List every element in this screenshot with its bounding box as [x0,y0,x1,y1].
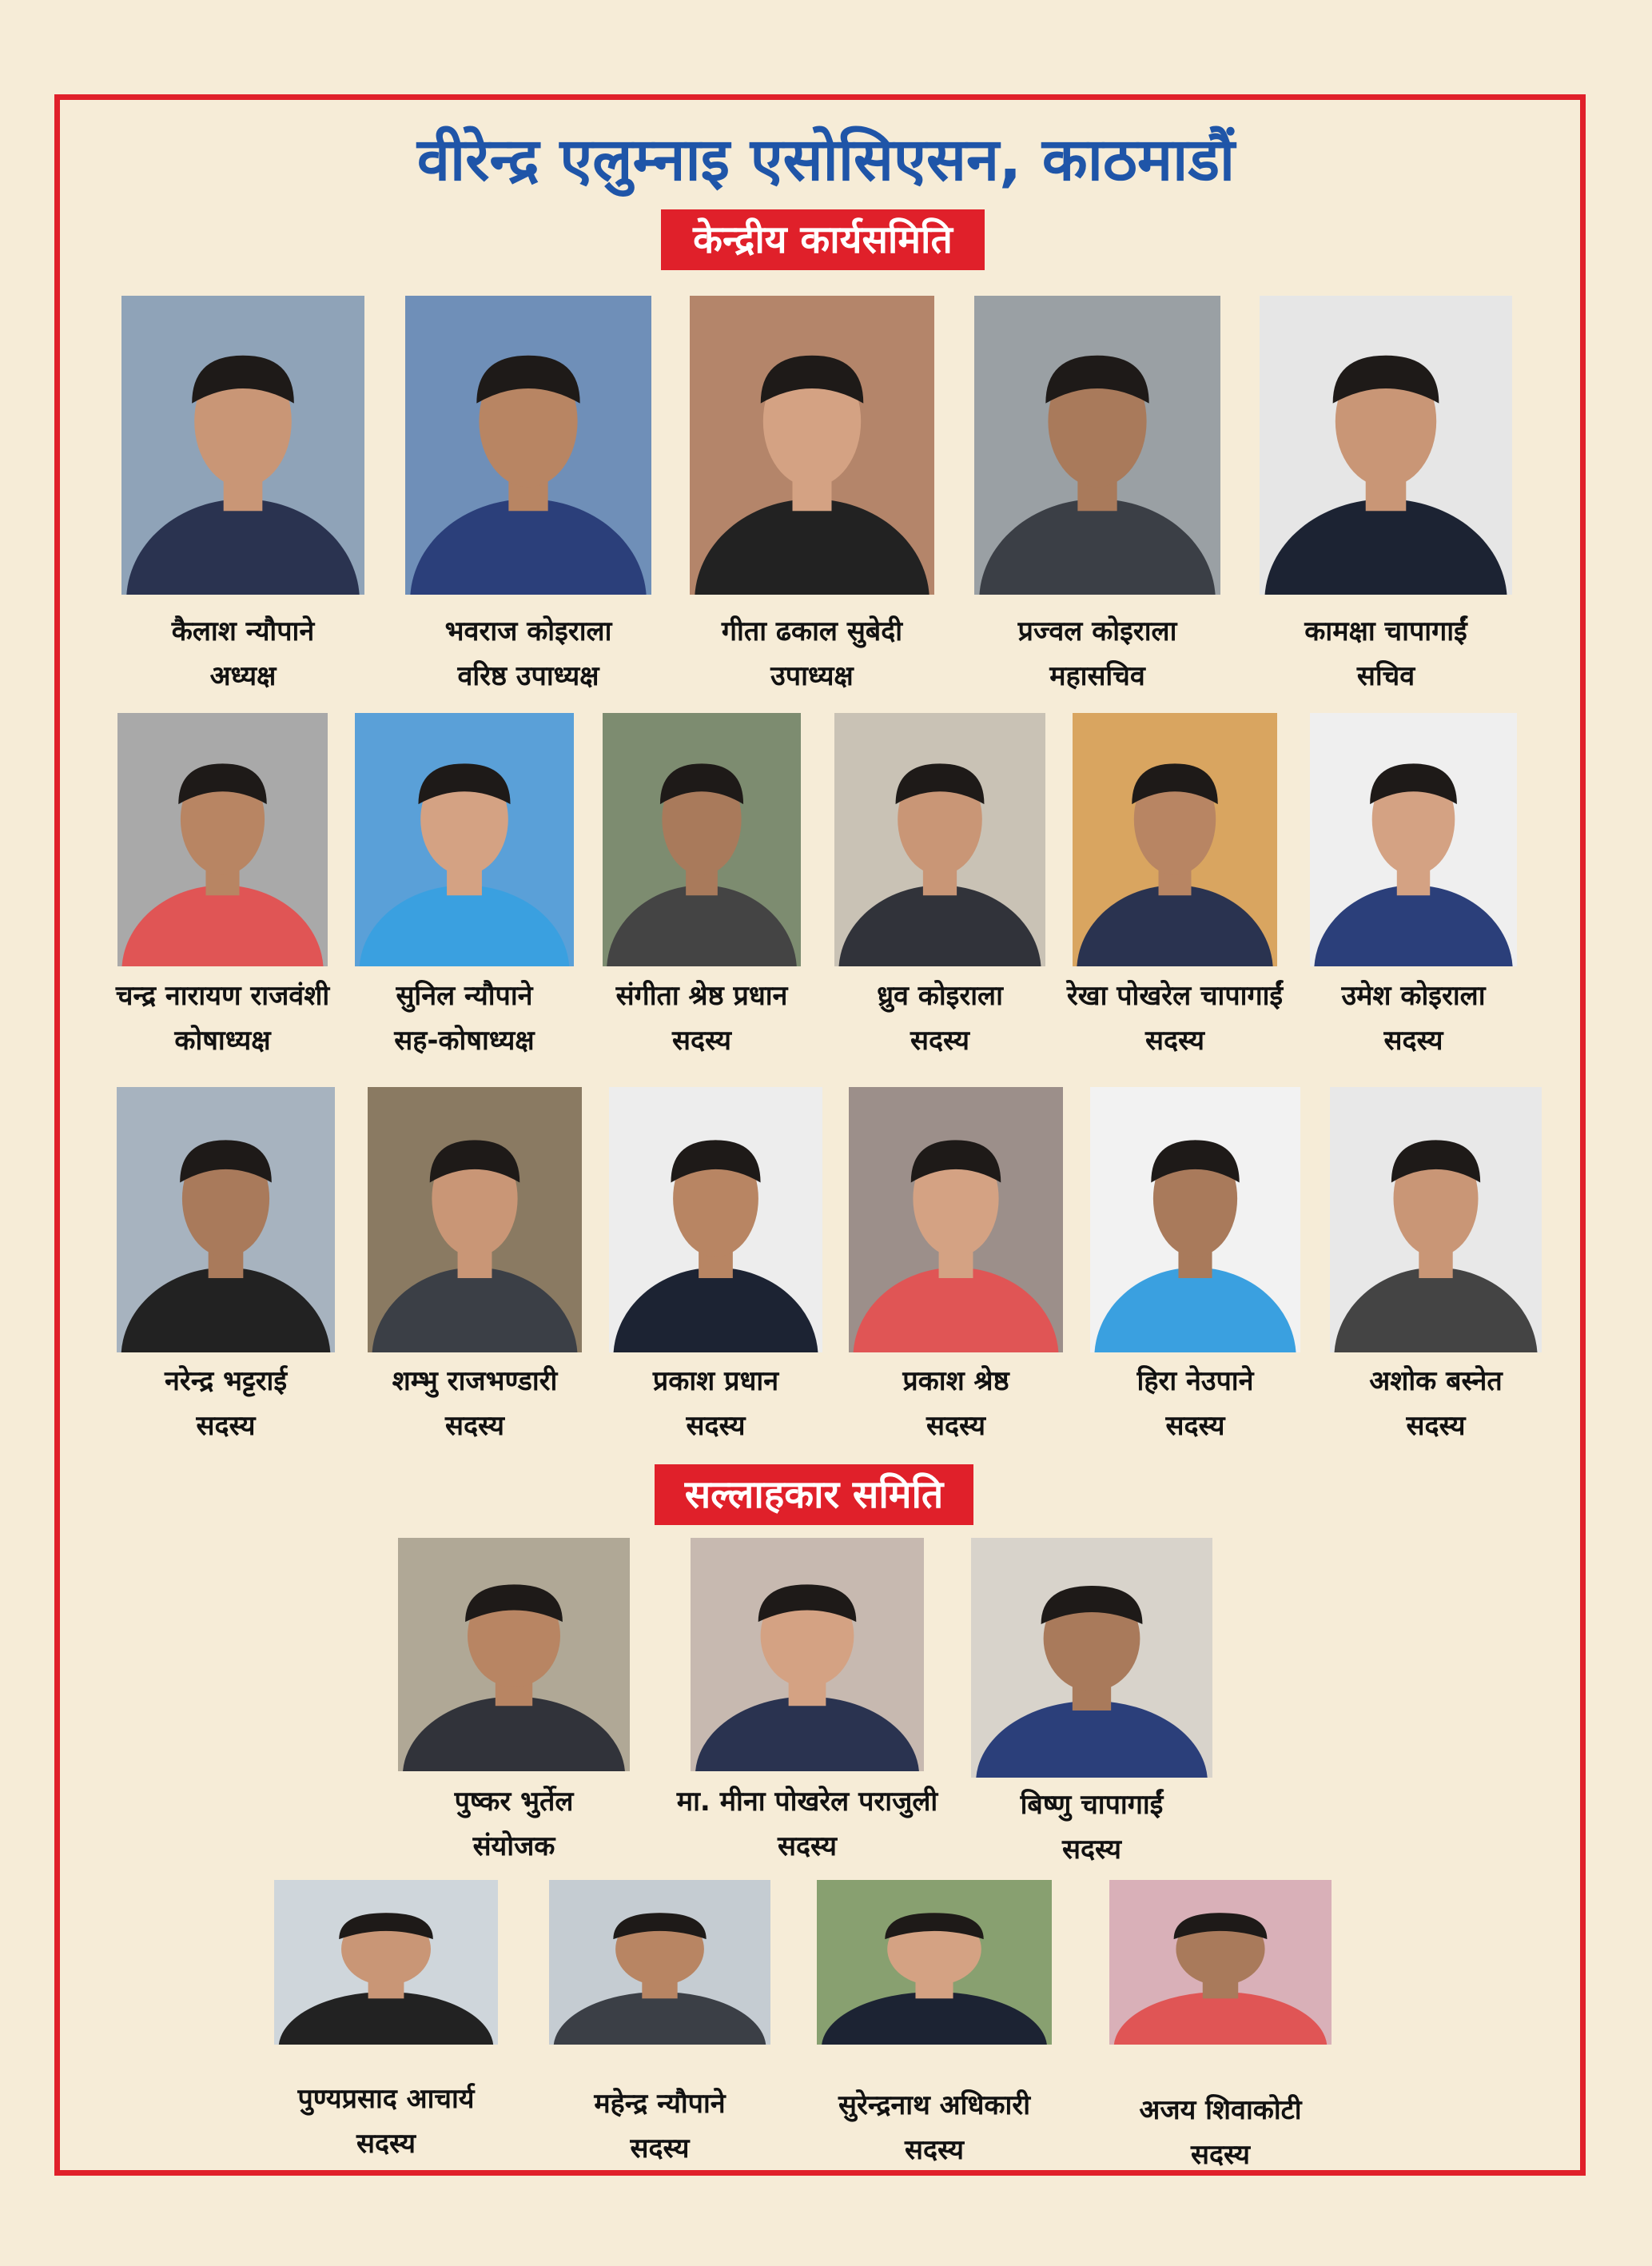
member-name: नरेन्द्र भट्टराई [164,1365,288,1397]
member-role: सदस्य [1145,1025,1204,1057]
member-name: बिष्णु चापागाईं [1020,1789,1164,1821]
member-name: प्रकाश प्रधान [652,1365,779,1397]
member-name: रेखा पोखरेल चापागाईं [1066,980,1284,1012]
member-photo [817,1880,1052,2045]
advisory_committee-member-3 [971,1538,1212,1872]
member-name: अजय शिवाकोटी [1139,2094,1302,2126]
member-photo [690,296,934,595]
member-name: पुष्कर भुर्तेल [454,1786,574,1818]
advisory_committee-member-5 [549,1880,770,2171]
advisory-committee-banner: सल्लाहकार समिति [655,1464,973,1525]
member-name: प्रज्वल कोइराला [1017,615,1177,647]
central_committee-member-5 [1260,296,1512,699]
member-role: सदस्य [1062,1834,1121,1866]
member-photo [368,1087,582,1352]
member-name: सुरेन्द्रनाथ अधिकारी [838,2089,1030,2121]
member-role: सदस्य [1191,2139,1250,2171]
central_committee-member-17 [1330,1087,1542,1448]
central_committee-member-6 [117,713,328,1063]
member-name: उमेश कोइराला [1341,980,1486,1012]
member-role: सदस्य [778,1830,837,1862]
member-role: संयोजक [472,1830,555,1862]
member-photo [834,713,1045,966]
central_committee-member-9 [834,713,1045,1063]
central_committee-member-4 [974,296,1220,699]
central_committee-member-12 [117,1087,335,1448]
member-photo [355,713,574,966]
central_committee-member-15 [849,1087,1063,1448]
member-role: वरिष्ठ उपाध्यक्ष [457,660,599,692]
member-role: सदस्य [196,1410,256,1442]
member-photo [971,1538,1212,1778]
member-photo [121,296,364,595]
member-role: सदस्य [445,1410,504,1442]
member-photo [405,296,651,595]
member-role: उपाध्यक्ष [770,660,854,692]
member-photo [849,1087,1063,1352]
central_committee-member-16 [1090,1087,1300,1448]
member-name: भवराज कोइराला [444,615,612,647]
member-role: सदस्य [905,2134,964,2166]
member-name: महेन्द्र न्यौपाने [594,2088,726,2120]
member-name: अशोक बस्नेत [1369,1365,1503,1397]
member-role: सदस्य [1165,1410,1225,1442]
member-photo [603,713,801,966]
member-name: कैलाश न्यौपाने [171,615,315,647]
member-name: मा. मीना पोखरेल पराजुली [676,1786,938,1818]
member-role: सदस्य [910,1025,969,1057]
advisory_committee-member-1 [398,1538,630,1869]
member-photo [691,1538,924,1771]
member-photo [1330,1087,1542,1352]
member-role: महासचिव [1049,660,1145,692]
member-name: हिरा नेउपाने [1136,1365,1254,1397]
member-photo [974,296,1220,595]
central_committee-member-3 [690,296,934,699]
central_committee-member-7 [355,713,574,1063]
central_committee-member-11 [1310,713,1517,1063]
member-photo [1073,713,1277,966]
member-name: ध्रुव कोइराला [877,980,1003,1012]
member-name: शम्भु राजभण्डारी [392,1365,558,1397]
member-photo [274,1880,498,2045]
member-photo [1260,296,1512,595]
advisory_committee-member-7 [1109,1880,1332,2177]
member-role: सदस्य [630,2133,690,2164]
advisory_committee-member-6 [817,1880,1052,2172]
member-photo [609,1087,822,1352]
central_committee-member-14 [609,1087,822,1448]
member-role: कोषाध्यक्ष [174,1025,271,1057]
member-photo [1109,1880,1332,2045]
member-photo [549,1880,770,2045]
central_committee-member-8 [603,713,801,1063]
member-role: सदस्य [686,1410,746,1442]
central_committee-member-13 [368,1087,582,1448]
page-title: वीरेन्द्र एलुम्नाइ एसोसिएसन, काठमाडौं [416,125,1236,194]
member-role: सदस्य [926,1410,985,1442]
member-role: सदस्य [672,1025,731,1057]
member-name: संगीता श्रेष्ठ प्रधान [615,980,788,1012]
member-photo [1090,1087,1300,1352]
member-name: पुण्यप्रसाद आचार्य [297,2083,475,2115]
member-photo [398,1538,630,1771]
central-committee-banner: केन्द्रीय कार्यसमिति [661,209,985,270]
member-role: अध्यक्ष [209,660,277,692]
advisory_committee-member-2 [676,1538,938,1869]
member-photo [1310,713,1517,966]
member-name: गीता ढकाल सुबेदी [721,615,903,647]
member-name: सुनिल न्यौपाने [396,980,533,1012]
central_committee-member-1 [121,296,364,699]
member-photo [117,1087,335,1352]
member-name: प्रकाश श्रेष्ठ [902,1365,1009,1397]
central_committee-member-10 [1066,713,1284,1063]
member-role: सदस्य [1406,1410,1466,1442]
member-role: सचिव [1356,660,1415,692]
member-name: कामक्षा चापागाईं [1304,615,1467,647]
advisory_committee-member-4 [274,1880,498,2166]
member-photo [117,713,328,966]
member-name: चन्द्र नारायण राजवंशी [115,980,330,1012]
member-role: सदस्य [356,2128,416,2160]
member-role: सह-कोषाध्यक्ष [394,1025,535,1057]
central_committee-member-2 [405,296,651,699]
member-role: सदस्य [1383,1025,1443,1057]
